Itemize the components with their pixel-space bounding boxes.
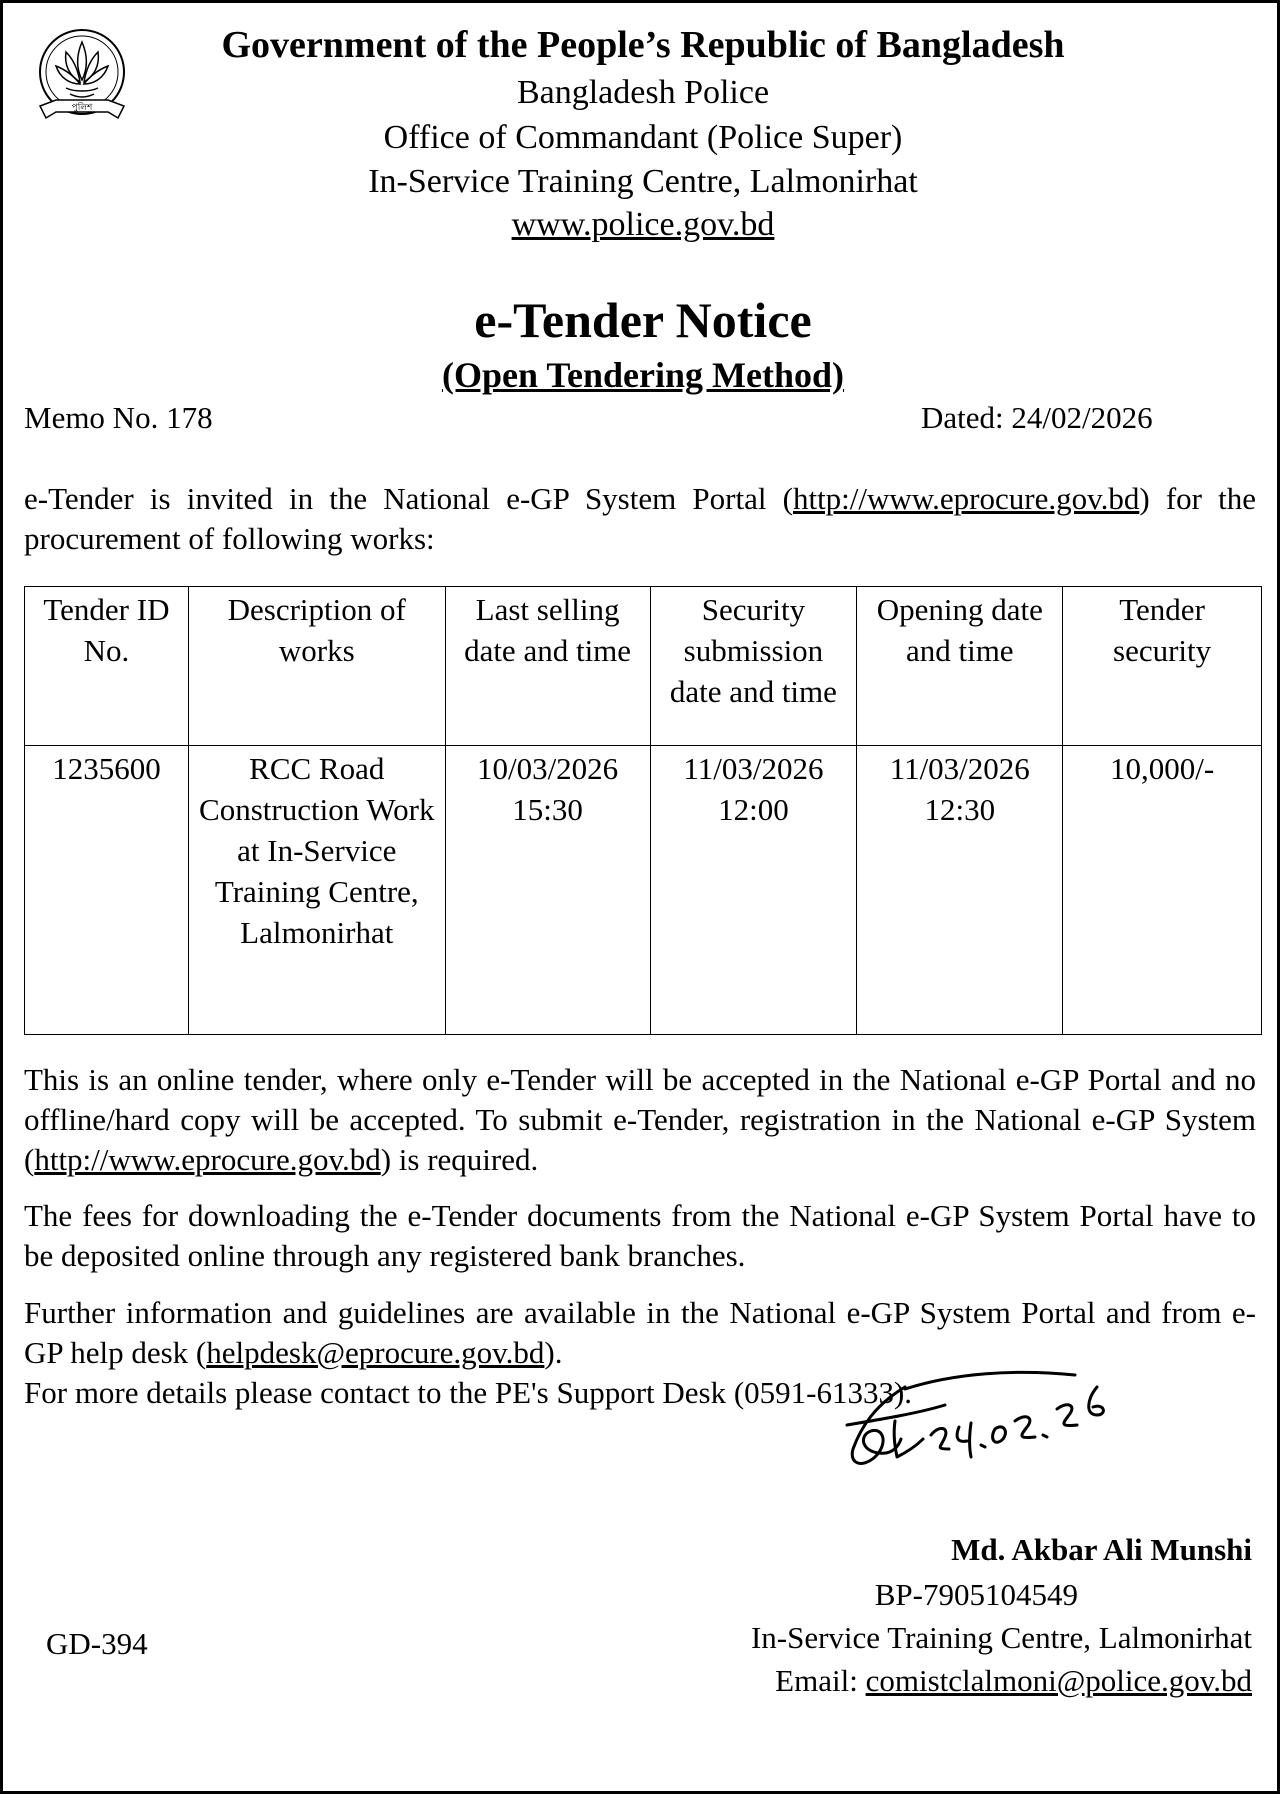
cell-tender-security: 10,000/- [1063,746,1262,1035]
notice-title: e-Tender Notice [474,292,812,348]
tender-method: (Open Tendering Method) [441,355,845,395]
table-header-row [25,587,1262,746]
header-security-submission: Security submission date and time [650,587,857,746]
signatory-email [775,1665,1252,1696]
signatory-email-link[interactable]: comistclalmoni@police.gov.bd [865,1663,1252,1698]
further-info-paragraph [24,1293,1256,1373]
department-heading: Bangladesh Police [516,74,770,111]
cell-security-submission: 11/03/2026 12:00 [650,746,857,1035]
office-heading: Office of Commandant (Police Super) [383,119,903,156]
p1-text-before: This is an online tender, where only e-Tender will be accepted in the National e-GP Portal and no offline/hard copy will be accepted. To submit e-Tender, registration in the National e-GP System ( [24,1062,1256,1177]
cell-description: RCC Road Construction Work at In-Service Training Centre, Lalmonirhat [188,746,445,1035]
centre-heading: In-Service Training Centre, Lalmonirhat [368,163,918,200]
cell-opening: 11/03/2026 12:30 [857,746,1063,1035]
eprocure-link[interactable]: http://www.eprocure.gov.bd [792,481,1140,516]
header-description: Description of works [188,587,445,746]
intro-text-after: ) for the procurement of following works: [24,481,1257,556]
website-link[interactable]: www.police.gov.bd [511,206,775,243]
table-row [25,746,1262,1035]
gd-number: GD-394 [46,1626,148,1661]
intro-paragraph [24,479,1256,559]
svg-text:পুলিশ: পুলিশ [71,103,93,113]
government-heading: Government of the People’s Republic of Bangladesh [221,24,1065,66]
helpdesk-email-link[interactable]: helpdesk@eprocure.gov.bd [206,1335,545,1370]
fees-paragraph: The fees for downloading the e-Tender documents from the National e-GP System Portal have to be deposited online through any registered bank branches. [24,1198,1256,1273]
notice-date: Dated: 24/02/2026 [921,400,1153,435]
header-opening: Opening date and time [857,587,1063,746]
intro-text-before: e-Tender is invited in the National e-GP System Portal ( [24,481,793,516]
signatory-name: Md. Akbar Ali Munshi [951,1532,1252,1567]
handwritten-signature [835,1365,1125,1475]
contact-paragraph: For more details please contact to the PE's Support Desk (0591-61333). [24,1375,913,1410]
email-label: Email: [775,1663,866,1698]
tender-table [24,586,1262,1035]
header-tender-security: Tender security [1063,587,1262,746]
cell-tender-id: 1235600 [25,746,189,1035]
eprocure-link-2[interactable]: http://www.eprocure.gov.bd [34,1142,381,1177]
signatory-bp-number: BP-7905104549 [874,1577,1078,1612]
p1-text-after: ) is required. [380,1142,539,1177]
online-tender-paragraph [24,1060,1256,1180]
p3-text-before: Further information and guidelines are available in the National e-GP System Portal and from e-GP help desk ( [24,1295,1256,1370]
signatory-office: In-Service Training Centre, Lalmonirhat [750,1620,1252,1655]
cell-last-selling: 10/03/2026 15:30 [445,746,650,1035]
p3-text-after: ). [544,1335,563,1370]
header-last-selling: Last selling date and time [445,587,650,746]
memo-number: Memo No. 178 [24,400,213,435]
header-tender-id: Tender ID No. [25,587,189,746]
